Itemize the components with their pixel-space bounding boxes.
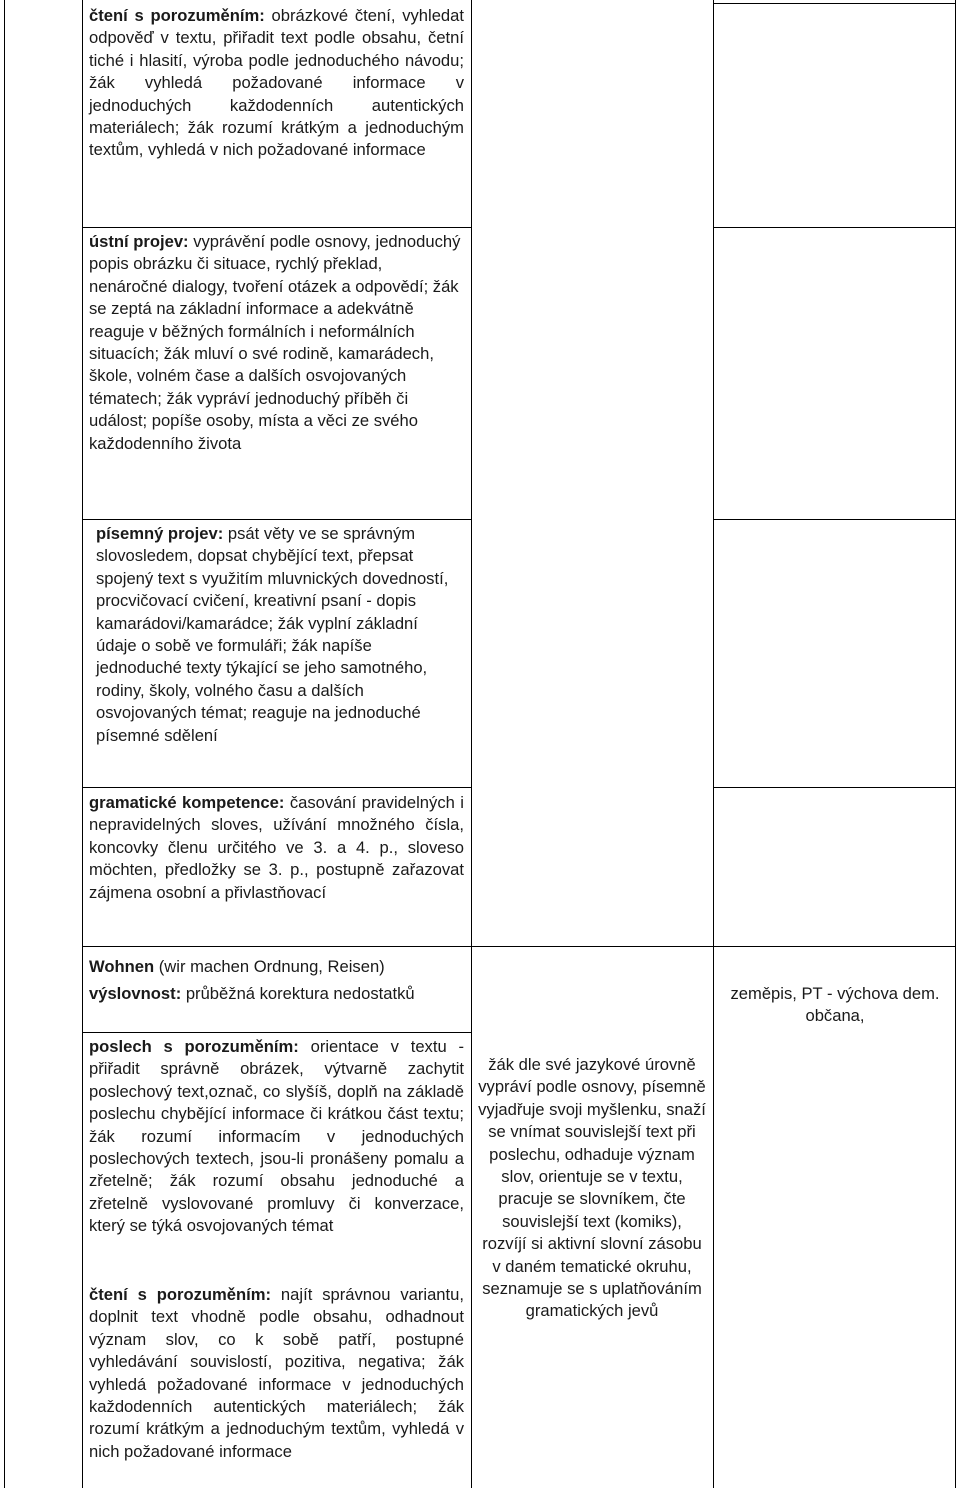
content-reading xyxy=(89,5,464,162)
row-top-border xyxy=(713,3,956,4)
cross-curricular-links: zeměpis, PT - výchova dem. občana, xyxy=(730,984,940,1026)
cell-border xyxy=(82,1032,472,1033)
cell-border xyxy=(713,519,956,520)
table-left-border xyxy=(4,0,5,1488)
content-pronunciation xyxy=(89,983,464,1005)
column-divider-2 xyxy=(471,0,472,1488)
content-grammar xyxy=(89,792,464,904)
content-writing-heading: písemný projev: xyxy=(96,524,224,543)
content-listening-heading: poslech s porozuměním: xyxy=(89,1037,299,1056)
outcomes-text: žák dle své jazykové úrovně vypráví podle osnovy, písemně vyjadřuje svoji myšlenku, snaží se vnímat souvislejší text při poslechu, odhaduje význam slov, orientuje se v textu, pracuje se slovníkem, čte souvislejší text (komiks), rozvíjí si aktivní slovní zásobu v daném tematické okruhu, seznamuje se s uplatňováním gramatických jevů xyxy=(478,1055,706,1321)
content-speaking xyxy=(89,231,464,455)
topic-subheading: (wir machen Ordnung, Reisen) xyxy=(154,957,385,976)
topic-heading: Wohnen xyxy=(89,957,155,976)
content-writing xyxy=(96,523,458,747)
content-grammar-text: časování pravidelných i nepravidelných sloves, užívání množného čísla, koncovky členu určitého ve 3. a 4. p., sloveso möchten, předložky se 3. p., postupně zařazovat zájmena osobní a přivlastňovací xyxy=(89,793,464,902)
content-listening xyxy=(89,1036,464,1238)
cell-border xyxy=(82,519,472,520)
cell-border xyxy=(82,787,472,788)
content-speaking-text: vyprávění podle osnovy, jednoduchý popis obrázku či situace, rychlý překlad, nenáročné dialogy, tvoření otázek a odpovědí; žák se zeptá na základní informace a adekvátně reaguje v běžných formálních i neformálních situacích; žák mluví o své rodině, kamarádech, škole, volném čase a dalších osvojovaných tématech; žák vypráví jednoduchý příběh či událost; popíše osoby, místa a věci ze svého každodenního života xyxy=(89,232,461,453)
topic-title xyxy=(89,956,464,978)
content-writing-text: psát věty ve se správným slovosledem, dopsat chybějící text, přepsat spojený text s využitím mluvnických dovedností, procvičovací cvičení, kreativní psaní - dopis kamarádovi/kamarádce; žák vyplní základní údaje o sobě ve formuláři; žák napíše jednoduché texty týkající se jeho samotného, rodiny, školy, volného času a dalších osvojovaných témat; reaguje na jednoduché písemné sdělení xyxy=(96,524,449,745)
content-reading-2-text: najít správnou variantu, doplnit text vhodně podle obsahu, odhadnout význam slov, co k sobě patří, postupné vyhledávání souvislostí, pozitiva, negativa; žák vyhledá požadované informace v jednoduchých každodenních autentických materiálech; žák rozumí krátkým a jednoduchým textům, vyhledá v nich požadované informace xyxy=(89,1285,464,1461)
content-pronunciation-heading: výslovnost: xyxy=(89,984,182,1003)
content-reading-text: obrázkové čtení, vyhledat odpověď v textu, přiřadit text podle obsahu, četní tiché i hlasití, výroba podle jednoduchého návodu; žák vyhledá požadované informace v jednoduchých každodenních autentických materiálech; žák rozumí krátkým a jednoduchým textům, vyhledá v nich požadované informace xyxy=(89,6,464,160)
content-listening-text: orientace v textu -přiřadit správně obrázek, výtvarně zachytit poslechový text,označ, co slyšíš, doplň na základě poslechu chybějící informace či krátkou část textu; žák rozumí informacím v jednoduchých poslechových textech, jsou-li pronášeny pomalu a zřetelně; žák rozumí obsahu jednoduché a zřetelně vyslovované promluvy či konverzace, který se týká osvojovaných témat xyxy=(89,1037,464,1236)
row-divider xyxy=(82,946,956,947)
cell-border xyxy=(713,227,956,228)
table-right-border xyxy=(955,0,956,1488)
content-pronunciation-text: průběžná korektura nedostatků xyxy=(181,984,415,1003)
content-reading-2-heading: čtení s porozuměním: xyxy=(89,1285,272,1304)
content-grammar-heading: gramatické kompetence: xyxy=(89,793,285,812)
cell-border xyxy=(713,787,956,788)
cell-border xyxy=(82,227,472,228)
content-reading-2 xyxy=(89,1284,464,1463)
column-divider-1 xyxy=(82,0,83,1488)
column-divider-3 xyxy=(713,0,714,1488)
content-reading-heading: čtení s porozuměním: xyxy=(89,6,265,25)
content-speaking-heading: ústní projev: xyxy=(89,232,189,251)
